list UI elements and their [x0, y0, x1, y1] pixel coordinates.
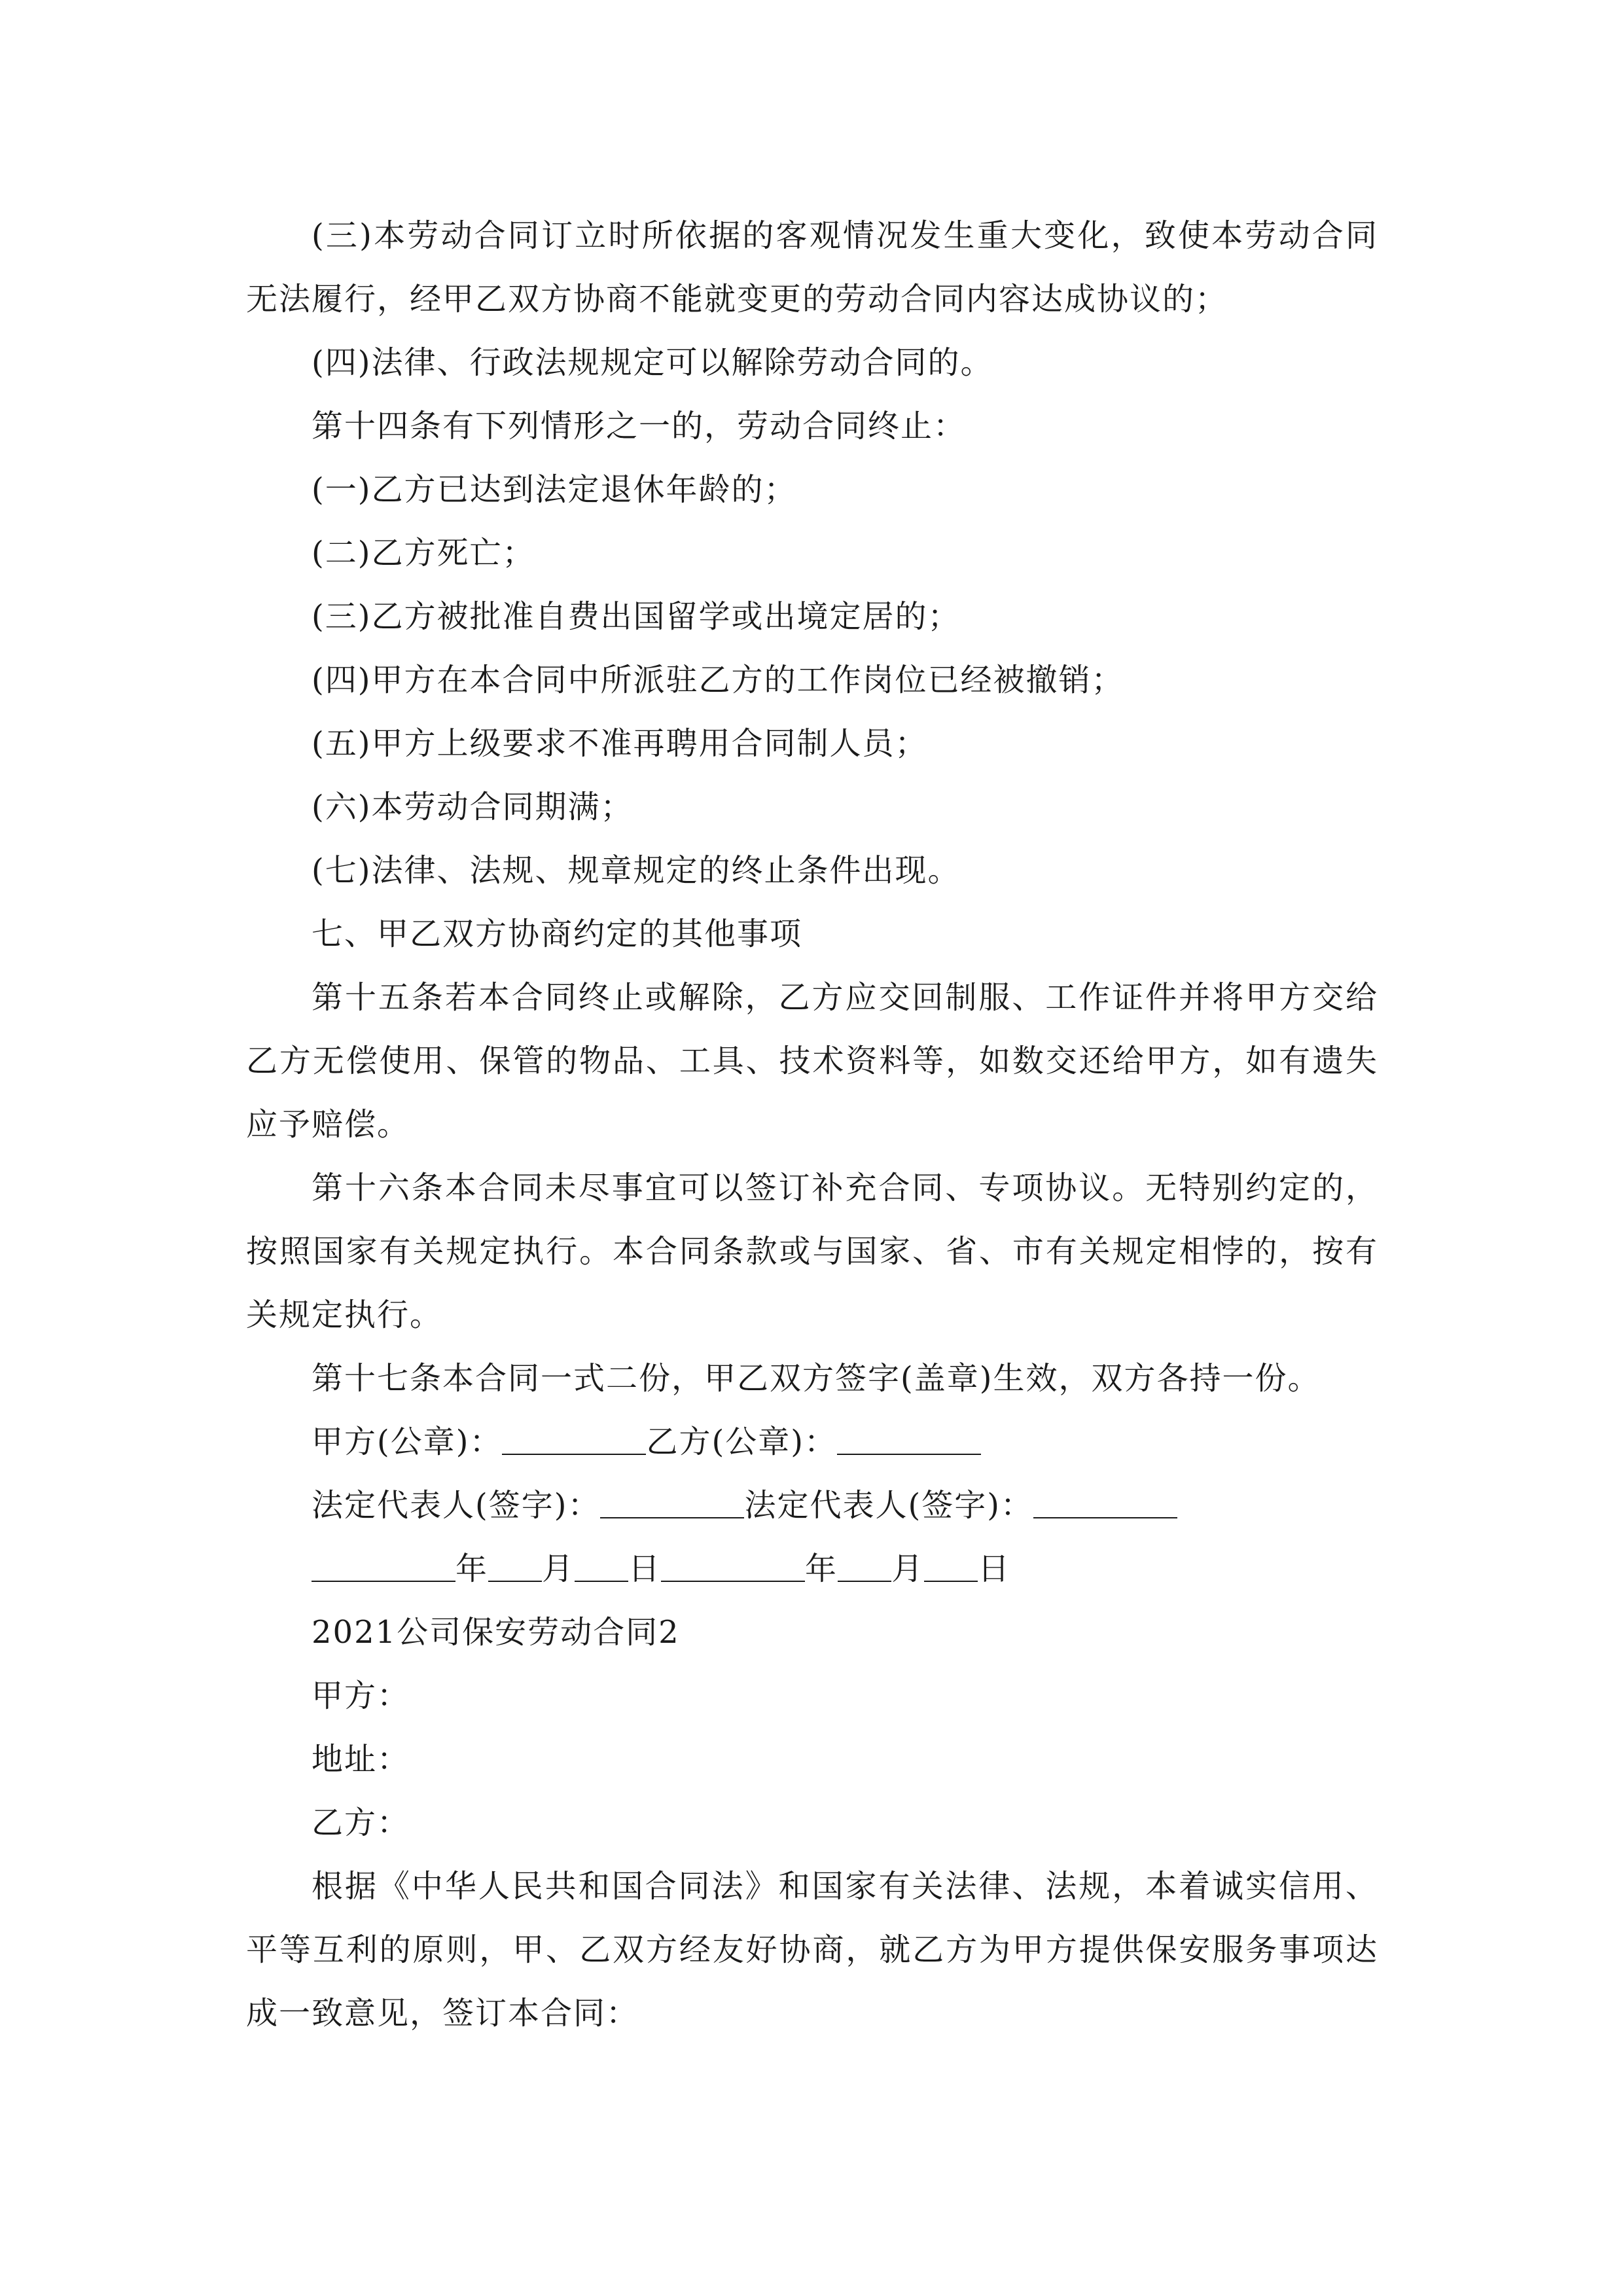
article-16: 第十六条本合同未尽事宜可以签订补充合同、专项协议。无特别约定的，按照国家有关规定执行。本合同条款或与国家、省、市有关规定相悖的，按有关规定执行。	[246, 1170, 1378, 1333]
contract-2-preamble: 根据《中华人民共和国合同法》和国家有关法律、法规，本着诚实信用、平等互利的原则，甲、乙双方经友好协商，就乙方为甲方提供保安服务事项达成一致意见，签订本合同：	[246, 1868, 1378, 2032]
contract-2-party-a: 甲方：	[312, 1677, 410, 1714]
article-14-heading: 第十四条有下列情形之一的，劳动合同终止：	[312, 408, 967, 444]
section-7-heading: 七、甲乙双方协商约定的其他事项	[312, 916, 803, 952]
contract-2-title: 2021公司保安劳动合同2	[312, 1614, 680, 1651]
date-b-day-blank	[924, 1554, 978, 1582]
article-14-item-5: (五)甲方上级要求不准再聘用合同制人员；	[312, 725, 928, 762]
date-b-year: 年	[805, 1551, 838, 1587]
clause-4-legal-termination: (四)法律、行政法规规定可以解除劳动合同的。	[312, 344, 993, 381]
party-b-seal-blank	[837, 1427, 981, 1455]
date-a-blank	[312, 1554, 455, 1582]
party-a-seal-label: 甲方(公章)：	[312, 1424, 503, 1460]
contract-2-address: 地址：	[312, 1741, 410, 1778]
date-a-month-blank	[488, 1554, 542, 1582]
legal-rep-a-blank	[600, 1491, 744, 1518]
date-b-blank	[661, 1554, 805, 1582]
date-b-day: 日	[978, 1551, 1011, 1587]
date-b-month: 月	[891, 1551, 925, 1587]
article-15: 第十五条若本合同终止或解除，乙方应交回制服、工作证件并将甲方交给乙方无偿使用、保管的物品、工具、技术资料等，如数交还给甲方，如有遗失应予赔偿。	[246, 979, 1378, 1143]
party-a-seal-blank	[502, 1427, 646, 1455]
article-17: 第十七条本合同一式二份，甲乙双方签字(盖章)生效，双方各持一份。	[312, 1360, 1321, 1397]
article-14-item-4: (四)甲方在本合同中所派驻乙方的工作岗位已经被撤销；	[312, 662, 1124, 698]
clause-3-objective-change: (三)本劳动合同订立时所依据的客观情况发生重大变化，致使本劳动合同无法履行，经甲乙双方协商不能就变更的劳动合同内容达成协议的；	[246, 217, 1378, 317]
legal-rep-line	[246, 1474, 1378, 1537]
legal-rep-a-label: 法定代表人(签字)：	[312, 1487, 601, 1524]
date-b-month-blank	[838, 1554, 891, 1582]
article-14-item-7: (七)法律、法规、规章规定的终止条件出现。	[312, 852, 961, 889]
date-a-year: 年	[455, 1551, 489, 1587]
party-b-seal-label: 乙方(公章)：	[646, 1424, 837, 1460]
date-line	[246, 1537, 1378, 1601]
article-14-item-1: (一)乙方已达到法定退休年龄的；	[312, 471, 797, 508]
date-a-day: 日	[628, 1551, 662, 1587]
document-body	[246, 204, 1378, 2045]
article-14-item-3: (三)乙方被批准自费出国留学或出境定居的；	[312, 598, 961, 635]
date-a-month: 月	[542, 1551, 575, 1587]
date-a-day-blank	[575, 1554, 628, 1582]
contract-2-party-b: 乙方：	[312, 1804, 410, 1841]
seal-line	[246, 1410, 1378, 1474]
legal-rep-b-blank	[1033, 1491, 1177, 1518]
legal-rep-b-label: 法定代表人(签字)：	[744, 1487, 1033, 1524]
article-14-item-2: (二)乙方死亡；	[312, 535, 535, 571]
article-14-item-6: (六)本劳动合同期满；	[312, 789, 633, 825]
